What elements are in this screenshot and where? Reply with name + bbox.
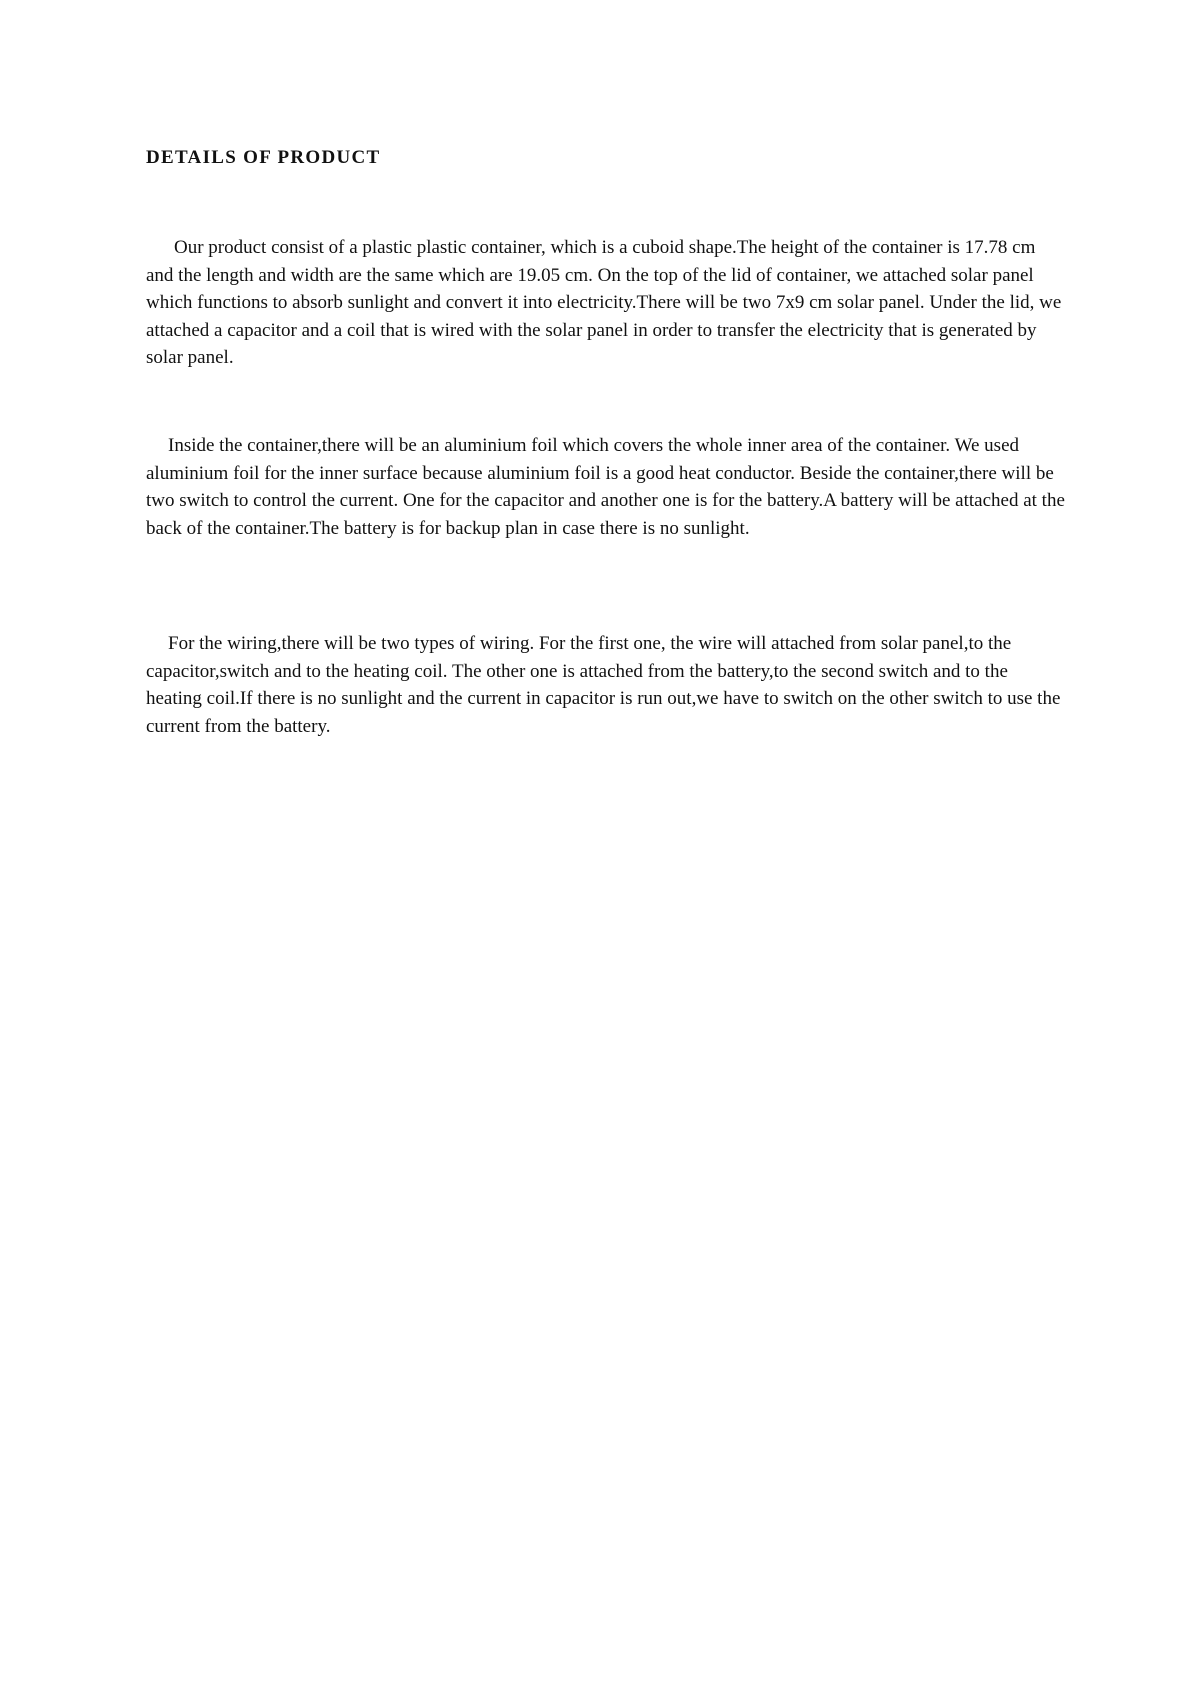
paragraph-product-description: Our product consist of a plastic plastic container, which is a cuboid shape.The height of the container is 17.78 cm and the length and width are the same which are 19.05 cm. On the top of the lid of container, we attached solar panel which functions to absorb sunlight and convert it into electricity.There will be two 7x9 cm solar panel. Under the lid, we attached a capacitor and a coil that is wired with the solar panel in order to transfer the electricity that is generated by solar panel. xyxy=(146,237,1062,368)
paragraph-wiring: For the wiring,there will be two types of wiring. For the first one, the wire will attached from solar panel,to the capacitor,switch and to the heating coil. The other one is attached from the battery,to the second switch and to the heating coil.If there is no sunlight and the current in capacitor is run out,we have to switch on the other switch to use the current from the battery. xyxy=(146,633,1061,737)
document-page xyxy=(146,0,1066,1698)
paragraph-container-interior: Inside the container,there will be an aluminium foil which covers the whole inner area of the container. We used aluminium foil for the inner surface because aluminium foil is a good heat conductor. Beside the container,there will be two switch to control the current. One for the capacitor and another one is for the battery.A battery will be attached at the back of the container.The battery is for backup plan in case there is no sunlight. xyxy=(146,435,1065,539)
document-heading: DETAILS OF PRODUCT xyxy=(146,147,381,168)
